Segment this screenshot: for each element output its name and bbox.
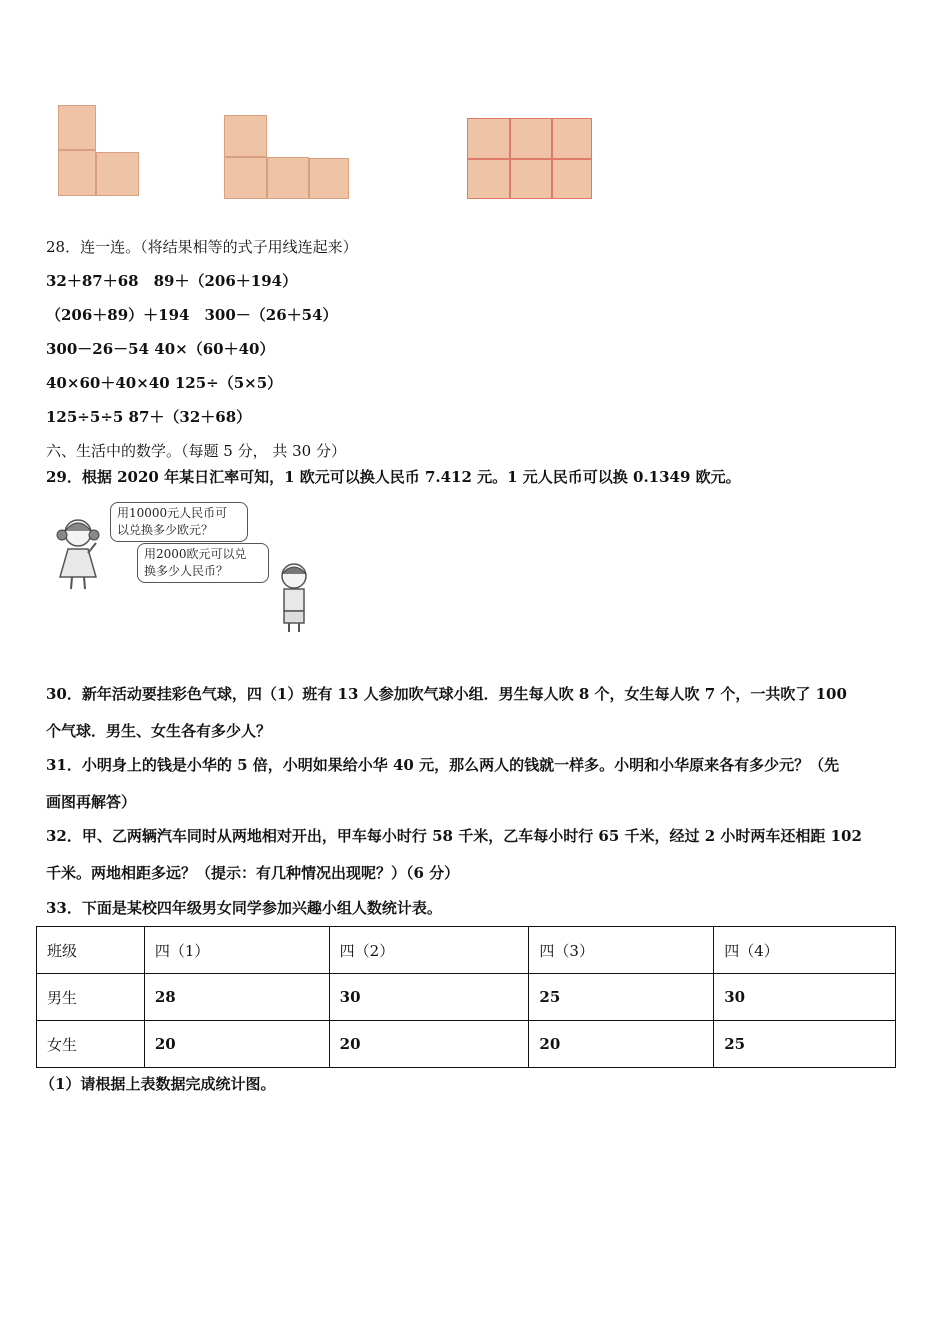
table-cell: 25 — [714, 1021, 896, 1068]
table-cell: 20 — [329, 1021, 529, 1068]
table-header-cell: 四（3） — [529, 927, 714, 974]
q28-row: 300－26－54 40×（60＋40） — [46, 340, 275, 358]
bubble-boy-line: 换多少人民币？ — [144, 564, 229, 578]
girl-figure-icon — [52, 515, 104, 593]
table-row — [37, 974, 896, 1021]
table-header-cell: 四（1） — [144, 927, 329, 974]
shape1-tile — [58, 150, 96, 196]
q28-row: 40×60＋40×40 125÷（5×5） — [46, 374, 283, 392]
shape2-tile — [224, 157, 267, 199]
table-header-cell: 四（2） — [329, 927, 529, 974]
shape3-tile — [467, 159, 510, 199]
shape3-tile — [467, 118, 510, 159]
q31-line: 31．小明身上的钱是小华的 5 倍，小明如果给小华 40 元，那么两人的钱就一样多。小明和小华原来各有多少元？（先 — [46, 756, 840, 774]
shape3-tile — [552, 159, 592, 199]
q32-line: 32．甲、乙两辆汽车同时从两地相对开出，甲车每小时行 58 千米，乙车每小时行 65 千米，经过 2 小时两车还相距 102 — [46, 827, 862, 845]
table-cell: 20 — [529, 1021, 714, 1068]
q29-text: 29．根据 2020 年某日汇率可知，1 欧元可以换人民币 7.412 元。1 元人民币可以换 0.1349 欧元。 — [46, 468, 741, 486]
q33-sub1: （1）请根据上表数据完成统计图。 — [40, 1075, 276, 1093]
shape2-tile — [309, 158, 349, 199]
table-cell: 女生 — [37, 1021, 145, 1068]
speech-bubble-boy — [137, 543, 269, 583]
shape3-tile — [510, 118, 552, 159]
shape1-tile — [58, 105, 96, 150]
table-header-cell: 班级 — [37, 927, 145, 974]
table-cell: 30 — [329, 974, 529, 1021]
table-cell: 25 — [529, 974, 714, 1021]
table-row — [37, 1021, 896, 1068]
table-cell: 男生 — [37, 974, 145, 1021]
bubble-girl-line: 以兑换多少欧元？ — [117, 523, 214, 537]
shape2-tile — [224, 115, 267, 157]
section6-title: 六、生活中的数学。（每题 5 分， 共 30 分） — [46, 442, 346, 460]
stats-table — [36, 926, 896, 1068]
shape2-tile — [267, 157, 309, 199]
q28-row: （206＋89）＋194 300－（26＋54） — [46, 306, 338, 324]
table-cell: 28 — [144, 974, 329, 1021]
shape3-tile — [552, 118, 592, 159]
table-cell: 20 — [144, 1021, 329, 1068]
q28-row: 32＋87＋68 89＋（206＋194） — [46, 272, 298, 290]
q31-line: 画图再解答） — [46, 793, 137, 811]
table-header-cell: 四（4） — [714, 927, 896, 974]
bubble-boy-line: 用2000欧元可以兑 — [144, 547, 247, 561]
bubble-girl-line: 用10000元人民币可 — [117, 506, 228, 520]
boy-figure-icon — [272, 560, 316, 634]
table-header-row — [37, 927, 896, 974]
q33-text: 33．下面是某校四年级男女同学参加兴趣小组人数统计表。 — [46, 899, 442, 917]
shape1-tile — [96, 152, 139, 196]
table-cell: 30 — [714, 974, 896, 1021]
q30-line: 个气球．男生、女生各有多少人？ — [46, 722, 272, 740]
q28-title: 28．连一连。（将结果相等的式子用线连起来） — [46, 238, 358, 256]
q32-line: 千米。两地相距多远？（提示：有几种情况出现呢？）（6 分） — [46, 864, 460, 882]
q30-line: 30．新年活动要挂彩色气球，四（1）班有 13 人参加吹气球小组．男生每人吹 8 个，女生每人吹 7 个，一共吹了 100 — [46, 685, 847, 703]
speech-bubble-girl — [110, 502, 248, 542]
q28-row: 125÷5÷5 87＋（32＋68） — [46, 408, 252, 426]
shape3-tile — [510, 159, 552, 199]
